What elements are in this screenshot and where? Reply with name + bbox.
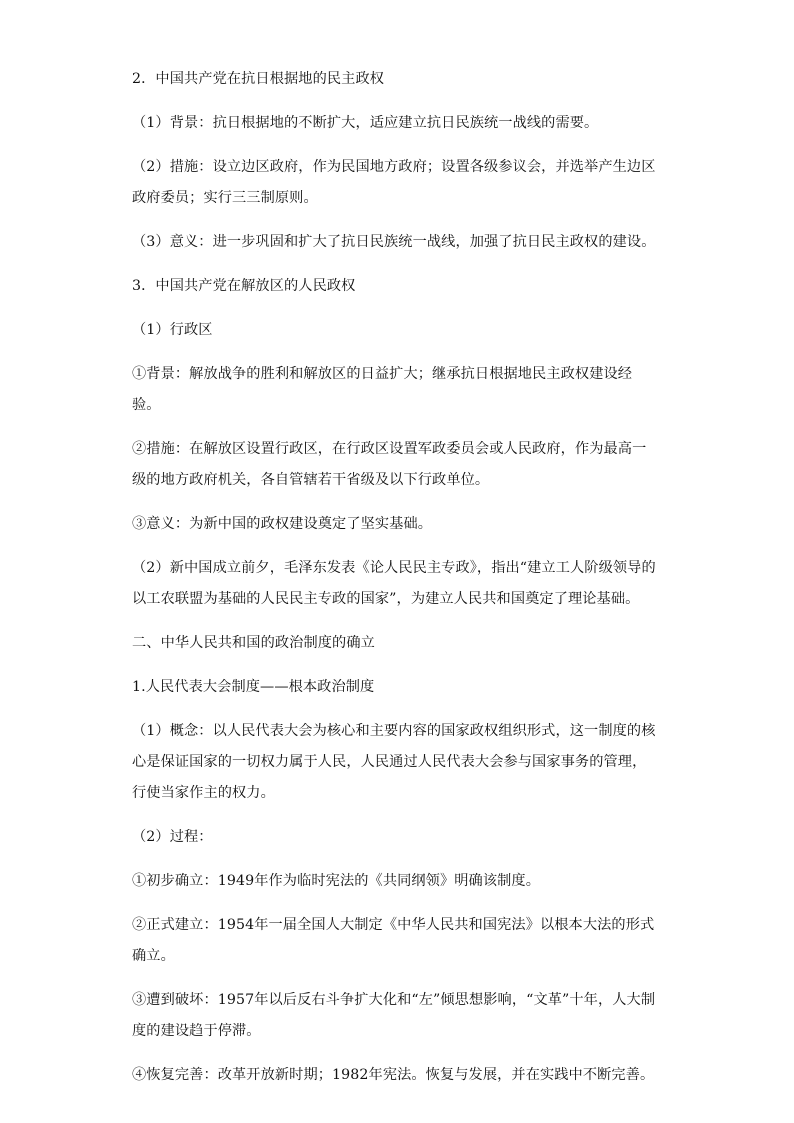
paragraph-mao-article: （2）新中国成立前夕，毛泽东发表《论人民民主专政》，指出“建立工人阶级领导的以工农联盟为基础的人民民主专政的国家”，为建立人民共和国奠定了理论基础。	[132, 560, 656, 607]
subsection-heading-npc-system: 1.人民代表大会制度——根本政治制度	[132, 679, 375, 695]
paragraph-initial-establishment: ①初步确立：1949年作为临时宪法的《共同纲领》明确该制度。	[132, 873, 540, 889]
section-heading-anti-japanese-regime: 2．中国共产党在抗日根据地的民主政权	[132, 71, 385, 87]
paragraph-administrative-region: （1）行政区	[132, 322, 213, 338]
paragraph-npc-concept: （1）概念：以人民代表大会为核心和主要内容的国家政权组织形式，这一制度的核心是保证国家的一切权力属于人民，人民通过人民代表大会参与国家事务的管理，行使当家作主的权力。	[132, 723, 656, 801]
section-heading-liberated-area-regime: 3．中国共产党在解放区的人民政权	[132, 278, 356, 294]
paragraph-formal-establishment: ②正式建立：1954年一届全国人大制定《中华人民共和国宪法》以根本大法的形式确立。	[132, 917, 655, 964]
paragraph-restoration: ④恢复完善：改革开放新时期；1982年宪法。恢复与发展，并在实践中不断完善。	[132, 1067, 655, 1083]
paragraph-process-label: （2）过程：	[132, 829, 213, 845]
paragraph-significance: （3）意义：进一步巩固和扩大了抗日民族统一战线，加强了抗日民主政权的建设。	[132, 234, 656, 250]
paragraph-admin-measures: ②措施：在解放区设置行政区，在行政区设置军政委员会或人民政府，作为最高一级的地方政府机关，各自管辖若干省级及以下行政单位。	[132, 441, 647, 488]
paragraph-measures: （2）措施：设立边区政府，作为民国地方政府；设置各级参议会，并选举产生边区政府委员；实行三三制原则。	[132, 159, 656, 206]
paragraph-admin-significance: ③意义：为新中国的政权建设奠定了坚实基础。	[132, 516, 433, 532]
paragraph-admin-background: ①背景：解放战争的胜利和解放区的日益扩大；继承抗日根据地民主政权建设经验。	[132, 366, 633, 413]
paragraph-disruption: ③遭到破坏：1957年以后反右斗争扩大化和“左”倾思想影响，“文革”十年，人大制度的建设趋于停滞。	[132, 992, 656, 1039]
paragraph-background: （1）背景：抗日根据地的不断扩大，适应建立抗日民族统一战线的需要。	[132, 115, 599, 131]
document-body	[132, 64, 660, 1104]
section-heading-political-system: 二、中华人民共和国的政治制度的确立	[132, 635, 375, 651]
